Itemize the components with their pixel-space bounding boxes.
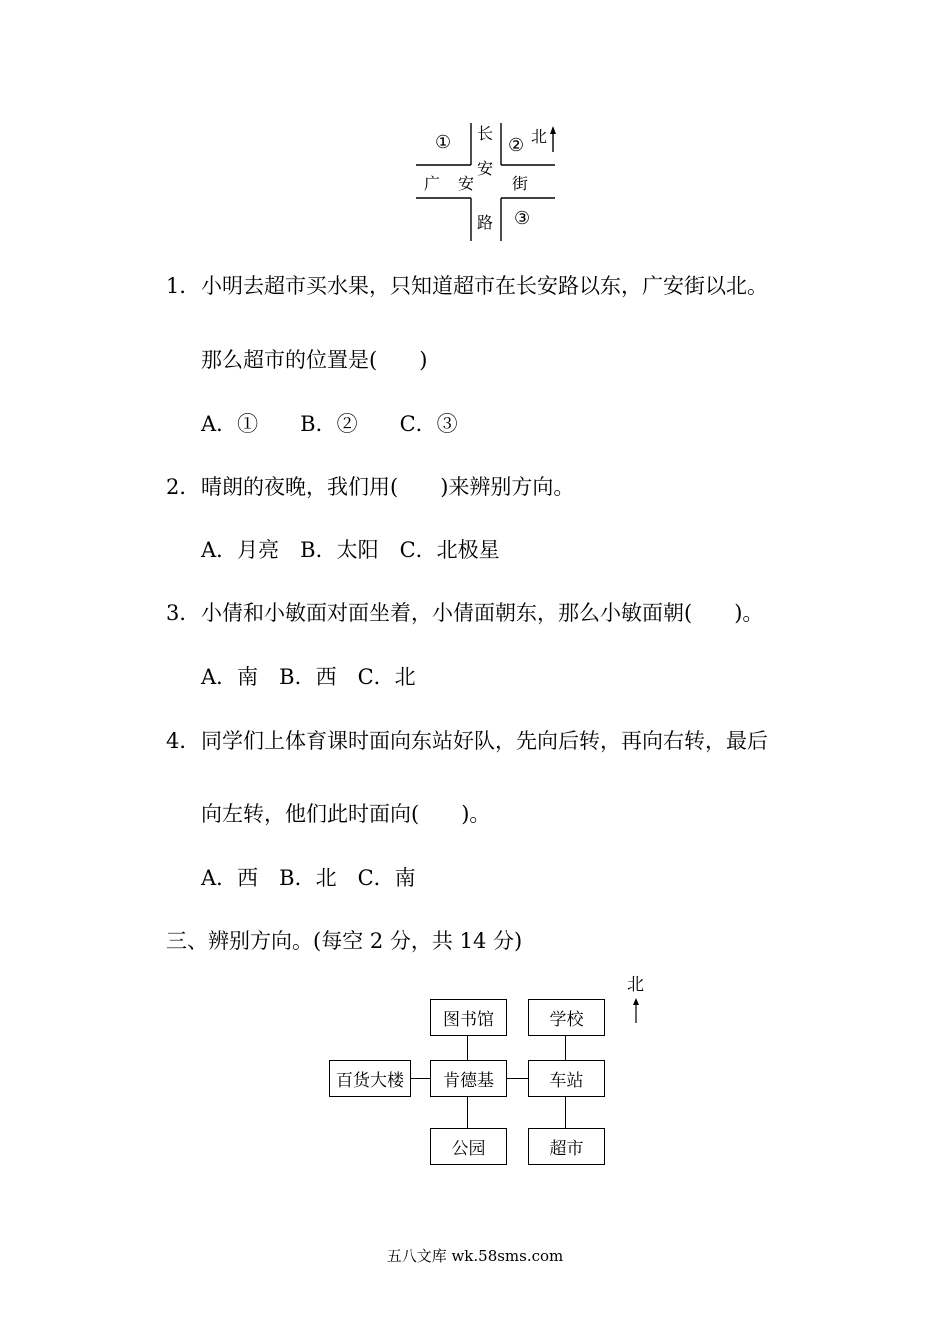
road-char-an-horizontal: 安 bbox=[458, 174, 475, 193]
connector-school-station bbox=[565, 1035, 566, 1061]
road-char-lu: 路 bbox=[477, 213, 494, 232]
question-4-line-1: 同学们上体育课时面向东站好队，先向后转，再向右转，最后 bbox=[201, 729, 768, 753]
place-map-north-arrow-icon bbox=[629, 997, 643, 1025]
box-supermarket: 超市 bbox=[528, 1128, 605, 1165]
north-arrow-icon bbox=[550, 126, 556, 134]
question-2-line-1: 晴朗的夜晚，我们用( )来辨别方向。 bbox=[201, 475, 575, 499]
question-1-line-1: 小明去超市买水果，只知道超市在长安路以东，广安街以北。 bbox=[201, 274, 768, 298]
road-char-chang: 长 bbox=[477, 124, 494, 143]
marker-1: ① bbox=[435, 132, 452, 153]
question-3-number: 3． bbox=[166, 601, 201, 625]
section-three-heading: 三、辨别方向。(每空 2 分，共 14 分) bbox=[166, 929, 523, 953]
connector-library-kfc bbox=[467, 1035, 468, 1061]
box-park: 公园 bbox=[430, 1128, 507, 1165]
question-2-number: 2． bbox=[166, 475, 201, 499]
question-2-options: A．月亮 B．太阳 C．北极星 bbox=[201, 538, 500, 562]
marker-2: ② bbox=[508, 135, 525, 156]
box-school: 学校 bbox=[528, 999, 605, 1036]
question-3-options: A．南 B．西 C．北 bbox=[201, 665, 416, 689]
connector-kfc-station bbox=[507, 1078, 528, 1079]
box-station: 车站 bbox=[528, 1060, 605, 1097]
road-char-jie: 街 bbox=[512, 174, 529, 193]
north-label: 北 bbox=[531, 127, 548, 146]
box-kfc: 肯德基 bbox=[430, 1060, 507, 1097]
question-1-number: 1． bbox=[166, 274, 201, 298]
place-map-north-label: 北 bbox=[627, 975, 644, 995]
question-1-options: A．① B．② C．③ bbox=[201, 412, 458, 436]
question-4-number: 4． bbox=[166, 729, 201, 753]
road-char-an-vertical: 安 bbox=[477, 159, 494, 178]
crossroad-diagram bbox=[410, 118, 570, 246]
question-4-options: A．西 B．北 C．南 bbox=[201, 866, 416, 890]
box-library: 图书馆 bbox=[430, 999, 507, 1036]
connector-station-supermarket bbox=[565, 1097, 566, 1129]
box-department-store: 百货大楼 bbox=[329, 1060, 411, 1097]
question-3-line-1: 小倩和小敏面对面坐着，小倩面朝东，那么小敏面朝( )。 bbox=[201, 601, 764, 625]
marker-3: ③ bbox=[514, 208, 531, 229]
connector-kfc-park bbox=[467, 1097, 468, 1129]
question-1-line-2: 那么超市的位置是( ) bbox=[201, 348, 428, 372]
footer-watermark: 五八文库 wk.58sms.com bbox=[386, 1247, 564, 1265]
question-4-line-2: 向左转，他们此时面向( )。 bbox=[201, 802, 491, 826]
road-char-guang: 广 bbox=[424, 174, 441, 193]
connector-store-kfc bbox=[410, 1078, 430, 1079]
